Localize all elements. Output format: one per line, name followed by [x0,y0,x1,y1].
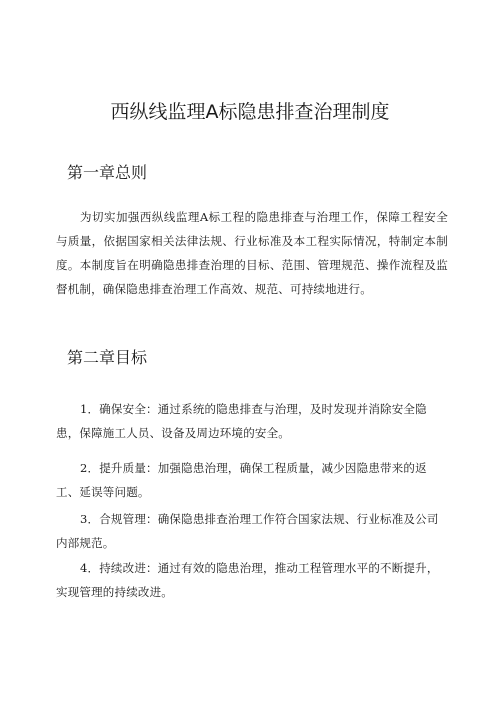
chapter-2-heading: 第二章目标 [67,348,148,367]
goal-item-2: 2．提升质量：加强隐患治理，确保工程质量，减少因隐患带来的返工、延误等问题。 [56,461,427,499]
chapter-1-heading: 第一章总则 [67,163,148,182]
goal-item-4: 4．持续改进：通过有效的隐患治理，推动工程管理水平的不断提升，实现管理的持续改进。 [56,561,439,599]
document-title: 西纵线监理A标隐患排查治理制度 [110,101,390,123]
goal-item-1: 1．确保安全：通过系统的隐患排查与治理，及时发现并消除安全隐患，保障施工人员、设备及周边环境的安全。 [56,402,427,440]
chapter-1-paragraph: 为切实加强西纵线监理A标工程的隐患排查与治理工作，保障工程安全与质量，依据国家相关法律法规、行业标准及本工程实际情况，特制定本制度。本制度旨在明确隐患排查治理的目标、范围、管理规范、操作流程及监督机制，确保隐患排查治理工作高效、规范、可持续地进行。 [56,210,448,296]
goal-item-3: 3．合规管理：确保隐患排查治理工作符合国家法规、行业标准及公司内部规范。 [56,512,439,550]
